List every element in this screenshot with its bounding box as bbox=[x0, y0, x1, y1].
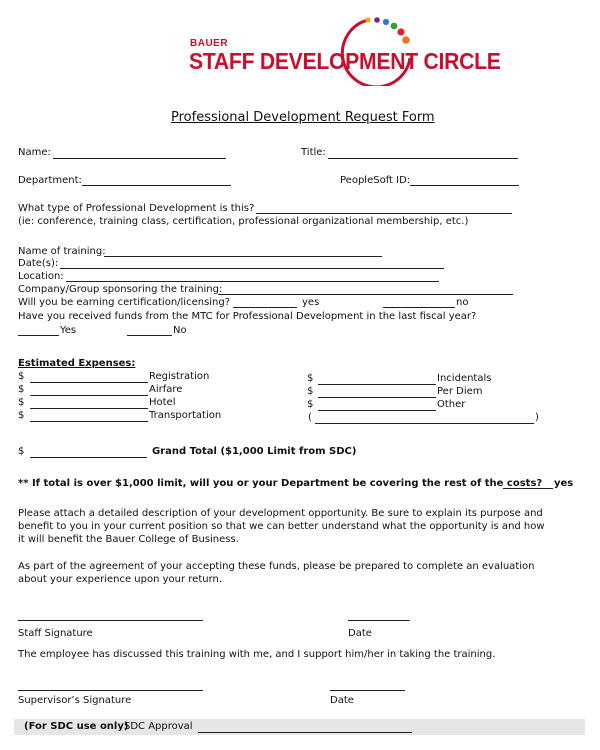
expense-label-per-diem: Per Diem bbox=[437, 386, 483, 397]
currency-symbol: $ bbox=[307, 373, 314, 384]
peoplesoft-label: PeopleSoft ID: bbox=[340, 175, 411, 186]
certification-yes-label: yes bbox=[302, 297, 320, 308]
airfare-amount-field[interactable] bbox=[30, 395, 148, 396]
sdc-use-only-label: (For SDC use only) bbox=[24, 721, 129, 732]
expense-label-transportation: Transportation bbox=[149, 410, 222, 421]
logo-dot bbox=[383, 19, 389, 25]
funds-no-field[interactable] bbox=[127, 335, 172, 336]
other-amount-field[interactable] bbox=[318, 410, 436, 411]
agreement-line: about your experience upon your return. bbox=[18, 574, 223, 585]
grand-total-field[interactable] bbox=[30, 457, 147, 458]
pd-type-question: What type of Professional Development is this? bbox=[18, 203, 255, 214]
staff-date-label: Date bbox=[348, 628, 372, 639]
grand-total-label: Grand Total ($1,000 Limit from SDC) bbox=[152, 446, 357, 457]
certification-question: Will you be earning certification/licensing? bbox=[18, 297, 231, 308]
currency-symbol: $ bbox=[18, 410, 25, 421]
expense-label-other: Other bbox=[437, 399, 466, 410]
hotel-amount-field[interactable] bbox=[30, 408, 148, 409]
name-field[interactable] bbox=[53, 158, 226, 159]
department-label: Department: bbox=[18, 175, 82, 186]
logo-dot bbox=[402, 36, 410, 44]
currency-symbol: $ bbox=[18, 371, 25, 382]
certification-yes-field[interactable] bbox=[233, 307, 297, 308]
staff-signature-label: Staff Signature bbox=[18, 628, 93, 639]
registration-amount-field[interactable] bbox=[30, 382, 148, 383]
expense-label-airfare: Airfare bbox=[149, 384, 183, 395]
other-description-field[interactable] bbox=[315, 423, 534, 424]
other-description-close-paren: ) bbox=[535, 412, 539, 423]
supervisor-signature-label: Supervisor’s Signature bbox=[18, 695, 132, 706]
department-field[interactable] bbox=[82, 185, 231, 186]
title-field[interactable] bbox=[328, 158, 518, 159]
instructions-line: benefit to you in your current position so that we can better understand what the opportunity is and how bbox=[18, 521, 545, 532]
logo-dot bbox=[365, 17, 370, 22]
other-description-open-paren: ( bbox=[308, 412, 312, 423]
title-label: Title: bbox=[301, 147, 326, 158]
peoplesoft-field[interactable] bbox=[410, 185, 519, 186]
pd-type-field[interactable] bbox=[256, 213, 512, 214]
instructions-line: Please attach a detailed description of your development opportunity. Be sure to explain its purpose and bbox=[18, 508, 543, 519]
expense-label-incidentals: Incidentals bbox=[437, 373, 492, 384]
sponsor-label: Company/Group sponsoring the training: bbox=[18, 284, 223, 295]
staff-signature-field[interactable] bbox=[18, 620, 203, 621]
dates-field[interactable] bbox=[60, 268, 444, 269]
logo-name: STAFF DEVELOPMENT CIRCLE bbox=[189, 48, 501, 74]
name-label: Name: bbox=[18, 147, 51, 158]
supervisor-signature-field[interactable] bbox=[18, 690, 203, 691]
dates-label: Date(s): bbox=[18, 258, 59, 269]
over-limit-yes-field[interactable] bbox=[503, 488, 553, 489]
instructions-line: it will benefit the Bauer College of Business. bbox=[18, 534, 239, 545]
location-field[interactable] bbox=[66, 281, 439, 282]
certification-no-field[interactable] bbox=[383, 307, 455, 308]
currency-symbol: $ bbox=[18, 397, 25, 408]
location-label: Location: bbox=[18, 271, 64, 282]
sdc-approval-field[interactable] bbox=[198, 732, 412, 733]
staff-date-field[interactable] bbox=[348, 620, 410, 621]
currency-symbol: $ bbox=[307, 399, 314, 410]
training-name-field[interactable] bbox=[104, 256, 382, 257]
currency-symbol: $ bbox=[307, 386, 314, 397]
logo-dot bbox=[397, 28, 404, 35]
incidentals-amount-field[interactable] bbox=[318, 384, 436, 385]
expense-label-registration: Registration bbox=[149, 371, 210, 382]
funds-yes-field[interactable] bbox=[18, 335, 59, 336]
funds-yes-label: Yes bbox=[60, 325, 77, 336]
currency-symbol: $ bbox=[18, 446, 25, 457]
supervisor-date-field[interactable] bbox=[330, 690, 405, 691]
funds-question: Have you received funds from the MTC for Professional Development in the last fiscal year? bbox=[18, 311, 477, 322]
funds-no-label: No bbox=[173, 325, 187, 336]
sdc-approval-label: SDC Approval bbox=[124, 721, 193, 732]
training-name-label: Name of training: bbox=[18, 246, 106, 257]
currency-symbol: $ bbox=[18, 384, 25, 395]
agreement-line: As part of the agreement of your accepting these funds, please be prepared to complete an evaluation bbox=[18, 561, 535, 572]
logo-dot bbox=[374, 17, 380, 23]
transportation-amount-field[interactable] bbox=[30, 421, 148, 422]
over-limit-question: ** If total is over $1,000 limit, will you or your Department be covering the rest of the costs? bbox=[18, 478, 543, 489]
form-title: Professional Development Request Form bbox=[171, 110, 435, 125]
sponsor-field[interactable] bbox=[218, 294, 513, 295]
over-limit-yes-label: yes bbox=[554, 478, 574, 489]
logo-dot bbox=[391, 23, 398, 30]
expense-label-hotel: Hotel bbox=[149, 397, 176, 408]
supervisor-date-label: Date bbox=[330, 695, 354, 706]
expenses-heading: Estimated Expenses: bbox=[18, 358, 136, 369]
logo-org: BAUER bbox=[190, 38, 229, 49]
supervisor-support-statement: The employee has discussed this training with me, and I support him/her in taking the training. bbox=[18, 649, 496, 660]
pd-type-hint: (ie: conference, training class, certification, professional organizational membership, etc.) bbox=[18, 216, 469, 227]
per-diem-amount-field[interactable] bbox=[318, 397, 436, 398]
certification-no-label: no bbox=[456, 297, 469, 308]
